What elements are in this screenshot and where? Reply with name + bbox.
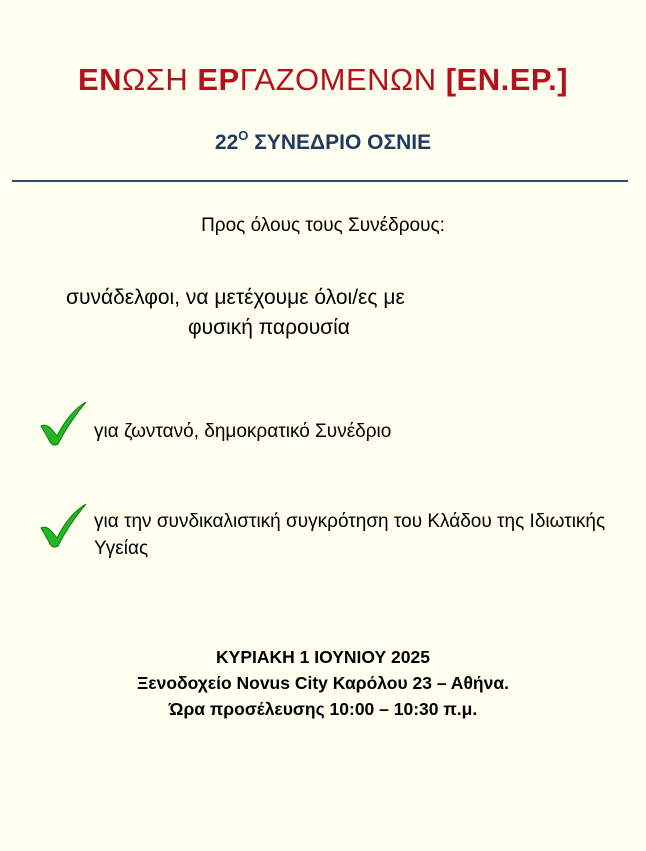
- event-venue: Ξενοδοχείο Novus City Καρόλου 23 – Αθήνα.: [137, 673, 509, 693]
- call-line-1: συνάδελφοι, να μετέχουμε όλοι/ες με: [66, 286, 405, 309]
- green-checkmark-icon: [38, 502, 88, 548]
- call-to-attend: [66, 283, 586, 343]
- green-checkmark-icon: [38, 400, 88, 446]
- congress-ordinal-suffix: Ο: [238, 128, 249, 143]
- check-item-text: για ζωντανό, δημοκρατικό Συνέδριο: [94, 421, 392, 442]
- congress-heading: [0, 128, 646, 155]
- event-details: [0, 644, 646, 722]
- congress-label: ΣΥΝΕΔΡΙΟ ΟΣΝΙΕ: [248, 131, 432, 154]
- event-arrival-time: Ώρα προσέλευσης 10:00 – 10:30 π.μ.: [168, 699, 478, 719]
- call-line-2: φυσική παρουσία: [188, 316, 350, 339]
- congress-number: 22: [214, 131, 239, 154]
- check-item-text: για την συνδικαλιστική συγκρότηση του Κλάδου της Ιδιωτικής Υγείας: [94, 511, 606, 559]
- header-divider: [12, 180, 628, 182]
- salutation: Προς όλους τους Συνέδρους:: [201, 215, 445, 236]
- org-title-part-e: [ΕΝ.ΕΡ.]: [445, 62, 569, 97]
- org-title-part-d: ΓΑΖΟΜΕΝΩΝ: [239, 62, 446, 97]
- org-title-part-c: ΕΡ: [197, 62, 240, 97]
- org-title-part-a: ΕΝ: [77, 62, 123, 97]
- organization-title: [0, 62, 646, 98]
- org-title-part-b: ΩΣΗ: [122, 62, 198, 97]
- event-date: ΚΥΡΙΑΚΗ 1 ΙΟΥΝΙΟΥ 2025: [216, 647, 430, 667]
